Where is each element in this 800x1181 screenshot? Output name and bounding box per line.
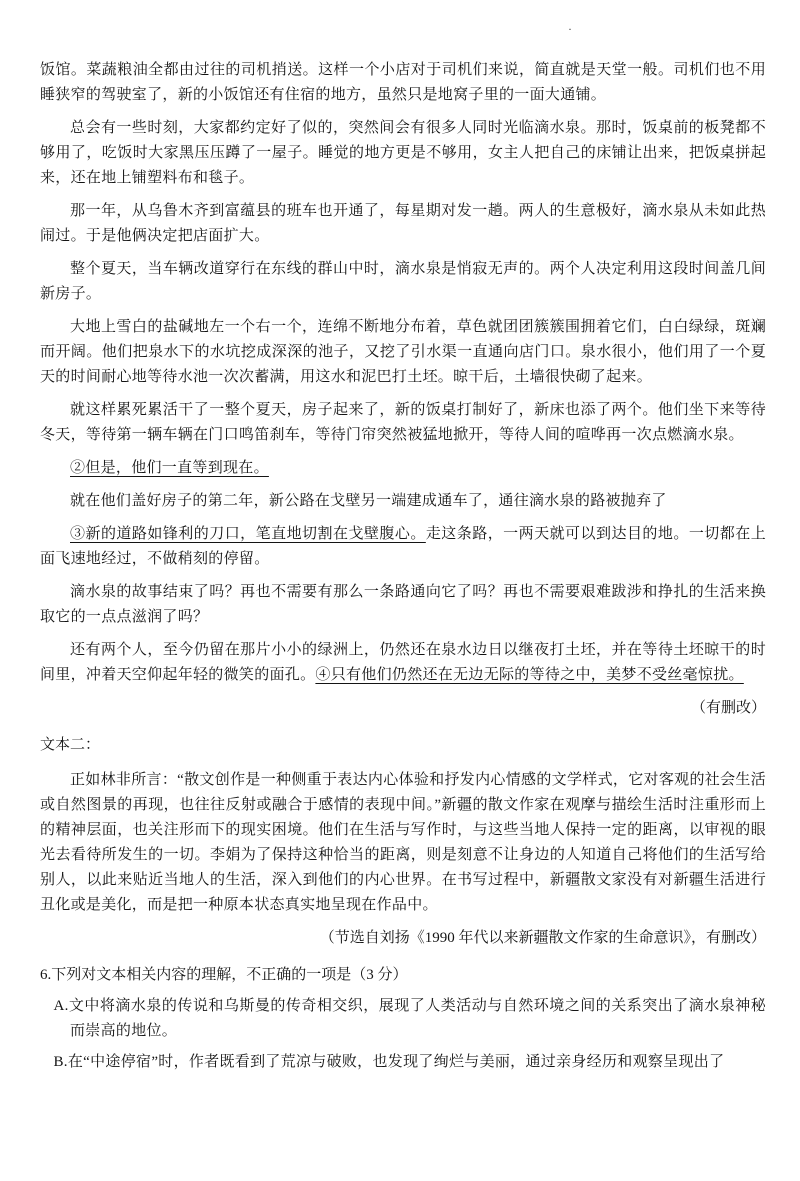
text-run: 整个夏天，当车辆改道穿行在东线的群山中时，滴水泉是悄寂无声的。两个人决定利用这段时间盖几间新房子。 xyxy=(40,261,766,302)
question-options xyxy=(40,994,766,1075)
text-run: 总会有一些时刻，大家都约定好了似的，突然间会有很多人同时光临滴水泉。那时，饭桌前的板凳都不够用了，吃饭时大家黑压压蹲了一屋子。睡觉的地方更是不够用，女主人把自己的床铺让出来，把饭桌拼起来，还在地上铺塑料布和毯子。 xyxy=(40,120,766,186)
passage-one-paragraphs xyxy=(40,58,766,688)
paragraph xyxy=(40,456,766,481)
paragraph xyxy=(40,768,766,918)
text-run: 滴水泉的故事结束了吗？再也不需要有那么一条路通向它了吗？再也不需要艰难跋涉和挣扎的生活来换取它的一点点滋润了吗？ xyxy=(40,584,766,625)
paragraph xyxy=(40,398,766,448)
underlined-sentence: ④只有他们仍然还在无边无际的等待之中，美梦不受丝毫惊扰。 xyxy=(315,667,744,683)
paragraph xyxy=(40,58,766,108)
paragraph xyxy=(40,257,766,307)
text-run: 饭馆。菜蔬粮油全都由过往的司机捎送。这样一个小店对于司机们来说，简直就是天堂一般。司机们也不用睡狭窄的驾驶室了，新的小饭馆还有住宿的地方，虽然只是地窝子里的一面大通铺。 xyxy=(40,62,766,103)
answer-option: A.文中将滴水泉的传说和乌斯曼的传奇相交织，展现了人类活动与自然环境之间的关系突出了滴水泉神秘而崇高的地位。 xyxy=(53,998,766,1039)
text-run: 还有两个人，至今仍留在那片小小的绿洲上，仍然还在泉水边日以继夜打土坯，并在等待土坯晾干的时间里，冲着天空仰起年轻的微笑的面孔。 xyxy=(40,642,766,683)
passage-two xyxy=(40,733,766,951)
text-run: 正如林非所言：“散文创作是一种侧重于表达内心体验和抒发内心情感的文学样式，它对客观的社会生活或自然图景的再现，也往往反射或融合于感情的表现中间。”新疆的散文作家在观摩与描绘生活时注重形而上的精神层面，也关注形而下的现实困境。他们在生活与写作时，与这些当地人保持一定的距离，以审视的眼光去看待所发生的一切。李娟为了保持这种恰当的距离，则是刻意不让身边的人知道自己将他们的生活写给别人，以此来贴近当地人的生活，深入到他们的内心世界。在书写过程中，新疆散文家没有对新疆生活进行丑化或是美化，而是把一种原本状态真实地呈现在作品中。 xyxy=(40,772,766,913)
passage-two-label: 文本二： xyxy=(40,737,101,753)
paragraph xyxy=(40,489,766,514)
text-run: 就在他们盖好房子的第二年，新公路在戈壁另一端建成通车了，通往滴水泉的路被抛弃了 xyxy=(70,493,667,509)
passage-two-attribution: （节选自刘扬《1990 年代以来新疆散文作家的生命意识》，有删改） xyxy=(319,930,766,946)
text-run: 走这条路，一两天就可以到达目的地。一切都在上面飞速地经过，不做稍刻的停留。 xyxy=(40,526,767,567)
question-six xyxy=(40,963,766,1075)
passage-one xyxy=(40,58,766,721)
paragraph xyxy=(40,580,766,630)
underlined-sentence: ③新的道路如锋利的刀口，笔直地切割在戈壁腹心。 xyxy=(70,526,426,542)
text-run: 那一年，从乌鲁木齐到富蕴县的班车也开通了，每星期对发一趟。两人的生意极好，滴水泉从未如此热闹过。于是他俩决定把店面扩大。 xyxy=(40,203,766,244)
question-stem: 6.下列对文本相关内容的理解，不正确的一项是（3 分） xyxy=(40,967,408,983)
paragraph xyxy=(40,199,766,249)
paragraph xyxy=(40,522,766,572)
answer-option: B.在“中途停宿”时，作者既看到了荒凉与破败，也发现了绚烂与美丽，通过亲身经历和观察呈现出了 xyxy=(53,1054,725,1070)
page-corner-mark: · xyxy=(568,22,572,36)
text-run: 就这样累死累活干了一整个夏天，房子起来了，新的饭桌打制好了，新床也添了两个。他们坐下来等待冬天，等待第一辆车辆在门口鸣笛刹车，等待门帘突然被猛地掀开，等待人间的喧哗再一次点燃滴水泉。 xyxy=(40,402,766,443)
paragraph xyxy=(40,638,766,688)
passage-two-paragraphs xyxy=(40,768,766,918)
paragraph xyxy=(40,315,766,390)
paragraph xyxy=(40,116,766,191)
underlined-sentence: ②但是，他们一直等到现在。 xyxy=(70,460,269,476)
text-run: 大地上雪白的盐碱地左一个右一个，连绵不断地分布着，草色就团团簇簇围拥着它们，白白绿绿，斑斓而开阔。他们把泉水下的水坑挖成深深的池子，又挖了引水渠一直通向店门口。泉水很小，他们用了一个夏天的时间耐心地等待水池一次次蓄满，用这水和泥巴打土坯。晾干后，土墙很快砌了起来。 xyxy=(40,319,766,385)
passage-one-attribution: （有删改） xyxy=(690,700,766,716)
